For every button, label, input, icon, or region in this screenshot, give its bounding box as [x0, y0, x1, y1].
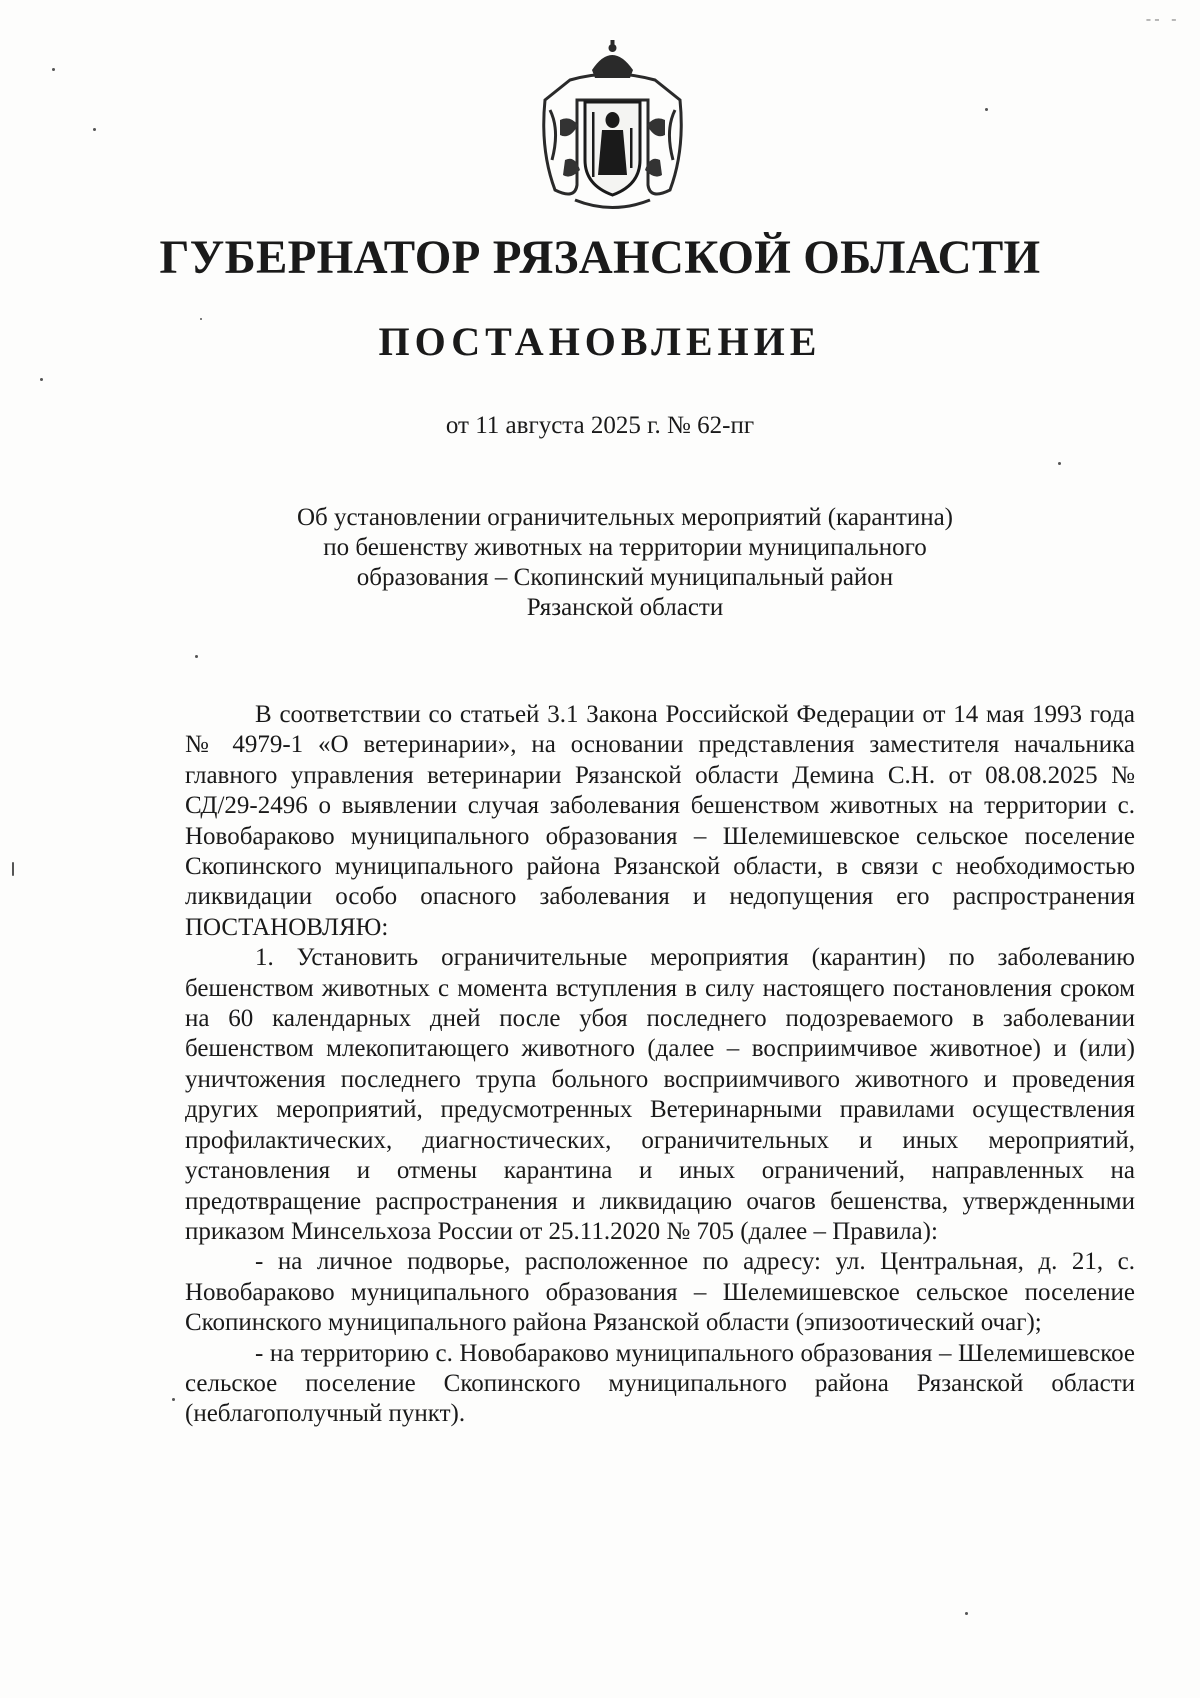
clause-1-paragraph: 1. Установить ограничительные мероприятия (карантин) по заболеванию бешенством животных с момента вступления в силу настоящего постановления сроком на 60 календарных дней после убоя последнего подозреваемого в заболевании бешенством млекопитающего животного (далее – восприимчивое животное) и (или) уничтожения последнего трупа больного восприимчивого животного и проведения других мероприятий, предусмотренных Ветеринарными правилами осуществления профилактических, диагностических, ограничительных и иных мероприятий, установления и отмены карантина и иных ограничений, направленных на предотвращение распространения и ликвидацию очагов бешенства, утвержденными приказом Минсельхоза России от 25.11.2020 № 705 (далее – Правила): [185, 944, 1135, 1245]
subject-line: образования – Скопинский муниципальный район [356, 564, 894, 591]
scan-corner-mark: ¯¯ ¯ [1144, 18, 1178, 34]
subject-line: Об установлении ограничительных мероприятий (карантина) [296, 504, 954, 531]
scan-speck [200, 318, 202, 320]
subject-line: Рязанской области [526, 594, 724, 621]
scan-speck [12, 862, 14, 876]
document-subject [240, 503, 1010, 623]
scan-speck [52, 68, 55, 71]
subject-line: по бешенству животных на территории муниципального [323, 534, 927, 561]
document-body [185, 700, 1135, 1430]
clause-1-subitem: - на личное подворье, расположенное по адресу: ул. Центральная, д. 21, с. Новобараково муниципального образования – Шелемишевское сельское поселение Скопинского муниципального района Рязанской области (эпизоотический очаг); [185, 1248, 1135, 1337]
issuing-authority: ГУБЕРНАТОР РЯЗАНСКОЙ ОБЛАСТИ [159, 231, 1041, 284]
document-date-number: от 11 августа 2025 г. № 62-пг [445, 412, 755, 439]
preamble-paragraph: В соответствии со статьей 3.1 Закона Российской Федерации от 14 мая 1993 года № 4979-1 «О ветеринарии», на основании представления заместителя начальника главного управления ветеринарии Рязанской области Демина С.Н. от 08.08.2025 № СД/29-2496 о выявлении случая заболевания бешенством животных на территории с. Новобараково муниципального образования – Шелемишевское сельское поселение Скопинского муниципального района Рязанской области, в связи с необходимостью ликвидации особо опасного заболевания и недопущения его распространения ПОСТАНОВЛЯЮ: [185, 701, 1135, 941]
scan-speck [985, 108, 988, 111]
scan-speck [93, 128, 96, 131]
scan-speck [965, 1612, 968, 1615]
coat-of-arms-icon [530, 40, 695, 215]
scan-speck [172, 1398, 175, 1401]
scan-speck [1058, 462, 1061, 465]
clause-1-subitem: - на территорию с. Новобараково муниципального образования – Шелемишевское сельское поселение Скопинского муниципального района Рязанской области (неблагополучный пункт). [185, 1339, 1135, 1428]
scan-speck [195, 655, 198, 658]
scan-speck [40, 378, 43, 381]
document-type: ПОСТАНОВЛЕНИЕ [378, 319, 822, 364]
